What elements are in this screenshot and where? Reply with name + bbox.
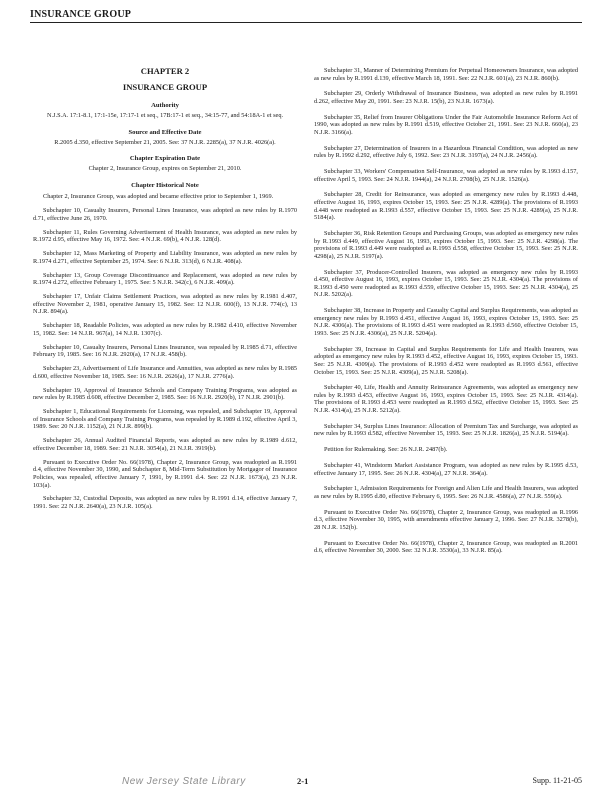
history-paragraph: Petition for Rulemaking. See: 26 N.J.R. 2487(b). [324, 446, 448, 454]
history-paragraph: Subchapter 13, Group Coverage Discontinuance and Replacement, was adopted as new rules by R.1974 d.272, effective February 1, 1975. See: 5 N.J.R. 342(c), 6 N.J.R. 409(a). [33, 271, 297, 287]
history-paragraph: Subchapter 10, Casualty Insurers, Personal Lines Insurance, was repealed by R.1985 d.71, effective February 19, 1985. See: 16 N.J.R. 2920(a), 17 N.J.R. 458(b). [33, 343, 297, 359]
header-rule [30, 22, 582, 23]
history-paragraph: Subchapter 33, Workers' Compensation Self-Insurance, was adopted as new rules by R.1993 d.157, effective April 5, 1993. See: 24 N.J.R. 1944(a), 24 N.J.R. 2708(b), 25 N.J.R. 1526(a). [314, 168, 578, 183]
history-paragraph: Subchapter 36, Risk Retention Groups and Purchasing Groups, was adopted as emergency new rules by R.1993 d.449, effective August 16, 1993, expires October 15, 1993. See: 25 N.J.R. 4298(a). The provisions of R.1993 d.449 were readopted as R.1993 d.558, effective October 15, 1993. See: 25 N.J.R. 4298(a), 25 N.J.R. 5197(a). [314, 230, 578, 260]
history-paragraph: Subchapter 31, Manner of Determining Premium for Perpetual Homeowners Insurance, was adopted as new rules by R.1991 d.139, effective March 18, 1991. See: 22 N.J.R. 601(a), 23 N.J.R. 860(b). [314, 67, 578, 82]
history-paragraph: Subchapter 38, Increase in Property and Casualty Capital and Surplus Requirements, was adopted as emergency new rules by R.1993 d.451, effective August 16, 1993, expires October 15, 1993. See: 25 N.J.R. 4306(a). The provisions of R.1993 d.451 were readopted as R.1993 d.560, effective October 15, 1993. See: 25 N.J.R. 4306(a), 25 N.J.R. 5204(a). [314, 307, 578, 337]
expiration-heading: Chapter Expiration Date [129, 155, 201, 163]
history-paragraph: Subchapter 28, Credit for Reinsurance, was adopted as emergency new rules by R.1993 d.448, effective August 16, 1993, expires October 15, 1993. See: 25 N.J.R. 4289(a). The provisions of R.1993 d.448 were readopted as R.1993 d.557, effective October 15, 1993. See: 25 N.J.R. 4289(a), 25 N.J.R. 5184(a). [314, 191, 578, 222]
source-text: R.2005 d.350, effective September 21, 2005. See: 37 N.J.R. 2285(a), 37 N.J.R. 4026(a). [54, 138, 276, 146]
history-paragraph: Subchapter 26, Annual Audited Financial Reports, was adopted as new rules by R.1989 d.612, effective December 18, 1989. See: 21 N.J.R. 3054(a), 21 N.J.R. 3919(b). [33, 437, 297, 452]
history-paragraph: Subchapter 23, Advertisement of Life Insurance and Annuities, was adopted as new rules by R.1985 d.600, effective November 18, 1985. See: 16 N.J.R. 2626(a), 17 N.J.R. 2776(a). [33, 365, 297, 380]
history-paragraph: Subchapter 11, Rules Governing Advertisement of Health Insurance, was adopted as new rules by R.1972 d.95, effective May 16, 1972. See: 4 N.J.R. 69(b), 4 N.J.R. 128(d). [33, 228, 297, 244]
history-paragraph: Chapter 2, Insurance Group, was adopted and became effective prior to September 1, 1969. [43, 193, 274, 201]
history-paragraph: Subchapter 41, Windstorm Market Assistance Program, was adopted as new rules by R.1995 d.53, effective January 17, 1995. See: 26 N.J.R. 4304(a), 27 N.J.R. 364(a). [314, 462, 578, 477]
history-paragraph: Subchapter 19, Approval of Insurance Schools and Company Training Programs, was adopted as new rules by R.1985 d.608, effective December 2, 1985. See: 16 N.J.R. 2920(b), 17 N.J.R. 2901(b). [33, 386, 297, 402]
page-number: 2-1 [297, 776, 309, 786]
history-paragraph: Subchapter 18, Readable Policies, was adopted as new rules by R.1982 d.410, effective November 15, 1982. See: 14 N.J.R. 967(a), 14 N.J.R. 1307(c). [33, 322, 297, 337]
history-paragraph: Subchapter 34, Surplus Lines Insurance: Allocation of Premium Tax and Surcharge, was adopted as new rules by R.1993 d.582, effective November 15, 1993. See: 25 N.J.R. 1826(a), 25 N.J.R. 5194(a). [314, 422, 578, 438]
history-paragraph: Pursuant to Executive Order No. 66(1978), Chapter 2, Insurance Group, was readopted as R.1996 d.3, effective November 30, 1995, with amendments effective January 2, 1996. See: 27 N.J.R. 3278(b), 28 N.J.R. 152(b). [314, 508, 578, 531]
history-paragraph: Subchapter 29, Orderly Withdrawal of Insurance Business, was adopted as new rules by R.1991 d.262, effective May 20, 1991. See: 23 N.J.R. 15(b), 23 N.J.R. 1673(a). [314, 90, 578, 105]
history-paragraph: Pursuant to Executive Order No. 66(1978), Chapter 2, Insurance Group, was readopted as R.1991 d.4, effective November 30, 1990, and Subchapter 8, Mid-Term Substitution by Mortgagor of Insurance Policies, was repealed, effective January 7, 1991, by R.1991 d.4. See: 22 N.J.R. 1673(a), 23 N.J.R. 103(a). [33, 458, 297, 489]
history-paragraph: Subchapter 1, Educational Requirements for Licensing, was repealed, and Subchapter 19, Approval of Insurance Schools and Company Training Programs, was repealed by R.1989 d.192, effective April 3, 1989. See: 20 N.J.R. 1152(a), 21 N.J.R. 899(b). [33, 408, 297, 431]
right-column [314, 67, 578, 563]
chapter-title: CHAPTER 2 [140, 66, 190, 76]
history-paragraph: Subchapter 27, Determination of Insurers in a Hazardous Financial Condition, was adopted as new rules by R.1992 d.292, effective July 6, 1992. See: 23 N.J.R. 3197(a), 24 N.J.R. 2456(a). [314, 144, 578, 160]
history-paragraph: Subchapter 17, Unfair Claims Settlement Practices, was adopted as new rules by R.1981 d.407, effective November 2, 1981, operative January 15, 1982. See: 12 N.J.R. 600(f), 13 N.J.R. 774(c), 13 N.J.R. 894(a). [33, 293, 297, 316]
supplement-date: Supp. 11-21-05 [532, 776, 582, 785]
left-column [33, 66, 297, 517]
history-paragraph: Subchapter 35, Relief from Insurer Obligations Under the Fair Automobile Insurance Reform Act of 1990, was adopted as new rules by R.1991 d.519, effective October 21, 1991. See: 23 N.J.R. 660(a), 23 N.J.R. 3166(a). [314, 113, 578, 136]
history-paragraph: Subchapter 1, Admission Requirements for Foreign and Alien Life and Health Insurers, was adopted as new rules by R.1995 d.80, effective February 6, 1995. See: 26 N.J.R. 4586(a), 27 N.J.R. 559(a). [314, 485, 578, 500]
history-paragraph: Subchapter 32, Custodial Deposits, was adopted as new rules by R.1991 d.14, effective January 7, 1991. See: 22 N.J.R. 2640(a), 23 N.J.R. 105(a). [33, 495, 297, 511]
history-paragraph: Subchapter 12, Mass Marketing of Property and Liability Insurance, was adopted as new rules by R.1974 d.271, effective September 25, 1974. See: 6 N.J.R. 313(d), 6 N.J.R. 408(a). [33, 250, 297, 265]
history-paragraph: Subchapter 10, Casualty Insurers, Personal Lines Insurance, was adopted as new rules by R.1970 d.71, effective June 26, 1970. [33, 207, 297, 222]
library-stamp: New Jersey State Library [122, 776, 246, 787]
history-paragraph: Subchapter 39, Increase in Capital and Surplus Requirements for Life and Health Insurers, was adopted as emergency new rules by R.1993 d.452, effective August 16, 1993, expires October 15, 1993. See: 25 N.J.R. 4309(a). The provisions of R.1993 d.452 were readopted as R.1993 d.561, effective October 15, 1993. See: 25 N.J.R. 4309(a), 25 N.J.R. 5208(a). [314, 345, 578, 376]
history-paragraph: Subchapter 37, Producer-Controlled Insurers, was adopted as emergency new rules by R.1993 d.450, effective August 16, 1993, expires October 15, 1993. See: 25 N.J.R. 4304(a). The provisions of R.1993 d.450 were readopted as R.1993 d.559, effective October 15, 1993. See: 25 N.J.R. 4304(a), 25 N.J.R. 5202(a). [314, 268, 578, 299]
authority-heading: Authority [151, 102, 179, 109]
historical-note-heading: Chapter Historical Note [131, 181, 199, 189]
source-heading: Source and Effective Date [128, 128, 202, 136]
history-paragraph: Pursuant to Executive Order No. 66(1978), Chapter 2, Insurance Group, was readopted as R.2001 d.6, effective November 30, 2000. See: 32 N.J.R. 3530(a), 33 N.J.R. 85(a). [314, 539, 578, 555]
expiration-text: Chapter 2, Insurance Group, expires on September 21, 2010. [88, 165, 242, 173]
authority-text: N.J.S.A. 17:1-8.1, 17:1-15e, 17:17-1 et seq., 17B:17-1 et seq., 34:15-77, and 54:18A-1 et seq. [46, 112, 284, 119]
running-head: INSURANCE GROUP [30, 9, 132, 20]
history-paragraph: Subchapter 40, Life, Health and Annuity Reinsurance Agreements, was adopted as emergency new rules by R.1993 d.453, effective August 16, 1993, expires October 15, 1993. See: 25 N.J.R. 4314(a). The provisions of R.1993 d.453 were readopted as R.1993 d.562, effective October 15, 1993. See: 25 N.J.R. 4314(a), 25 N.J.R. 5212(a). [314, 384, 578, 415]
chapter-subtitle: INSURANCE GROUP [122, 82, 208, 92]
